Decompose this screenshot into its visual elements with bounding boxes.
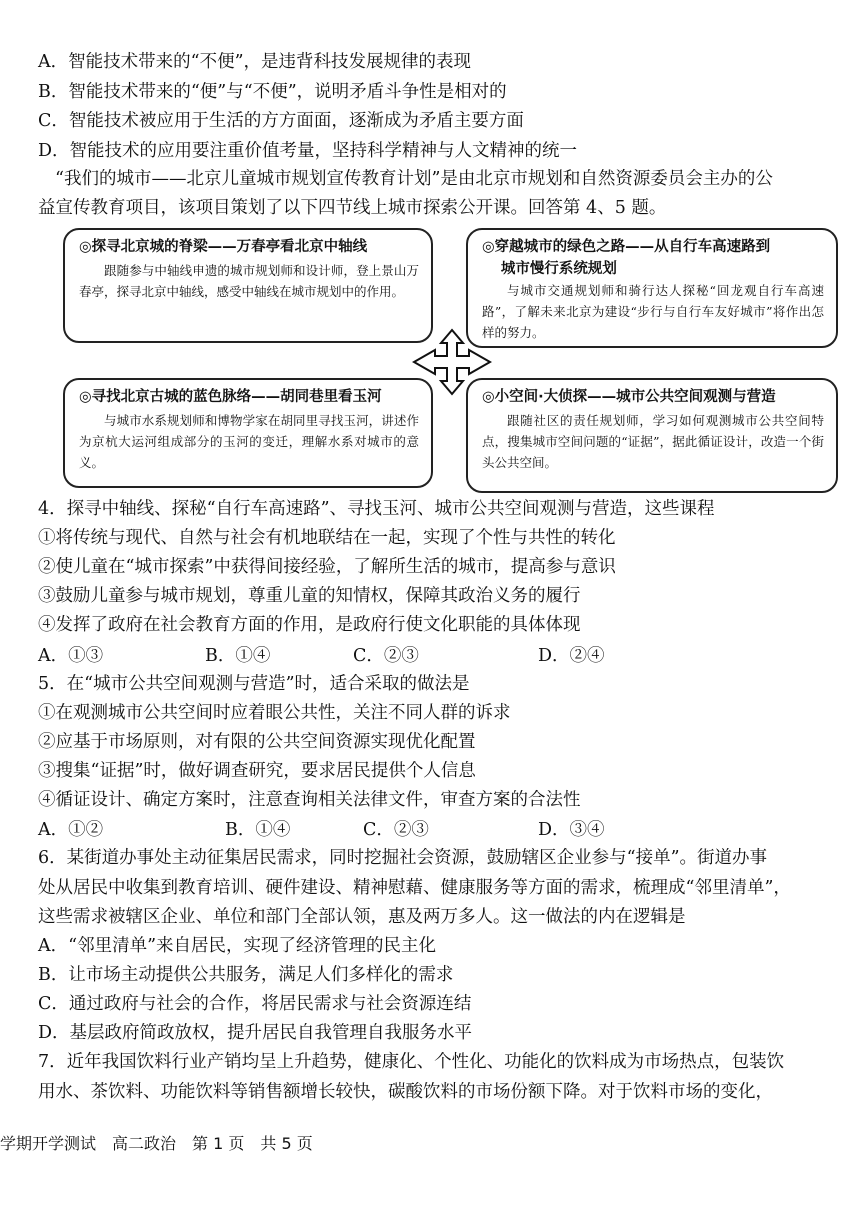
q5-item-1: ①在观测城市公共空间时应着眼公共性，关注不同人群的诉求 bbox=[38, 703, 511, 723]
q5-item-3: ③搜集“证据”时，做好调查研究，要求居民提供个人信息 bbox=[38, 761, 476, 781]
course-box-title-cont: 城市慢行系统规划 bbox=[500, 261, 617, 277]
course-box-title: ◎探寻北京城的脊梁——万春亭看北京中轴线 bbox=[79, 239, 368, 255]
course-box-body: 跟随社区的责任规划师，学习如何观测城市公共空间特点，搜集城市空间问题的“证据”，据此循证设计，改造一个街头公共空间。 bbox=[482, 413, 824, 470]
q6-option-a: A．“邻里清单”来自居民，实现了经济管理的民主化 bbox=[38, 936, 437, 956]
q4-option-c: C．②③ bbox=[353, 646, 419, 666]
course-box-body: 跟随参与中轴线申遗的城市规划师和设计师，登上景山万春亭，探寻北京中轴线，感受中轴线在城市规划中的作用。 bbox=[79, 263, 419, 299]
q6-option-b: B．让市场主动提供公共服务，满足人们多样化的需求 bbox=[38, 965, 454, 985]
course-box-title: ◎小空间·大侦探——城市公共空间观测与营造 bbox=[482, 389, 776, 405]
q4-item-2: ②使儿童在“城市探索”中获得间接经验，了解所生活的城市，提高参与意识 bbox=[38, 557, 616, 577]
q5-option-b: B．①④ bbox=[225, 820, 291, 840]
q4-item-4: ④发挥了政府在社会教育方面的作用，是政府行使文化职能的具体体现 bbox=[38, 615, 581, 635]
page-footer: 学期开学测试 高二政治 第 1 页 共 5 页 bbox=[0, 1134, 313, 1153]
course-box-public-space bbox=[466, 378, 838, 493]
four-way-arrow-icon bbox=[412, 328, 492, 396]
q6-stem-line-1: 6．某街道办事处主动征集居民需求，同时挖掘社会资源，鼓励辖区企业参与“接单”。街道办事 bbox=[38, 848, 768, 868]
course-box-axis bbox=[63, 228, 433, 343]
q4-stem: 4．探寻中轴线、探秘“自行车高速路”、寻找玉河、城市公共空间观测与营造，这些课程 bbox=[38, 499, 715, 519]
q3-option-b: B．智能技术带来的“便”与“不便”，说明矛盾斗争性是相对的 bbox=[38, 82, 507, 102]
intro-line-1: “我们的城市——北京儿童城市规划宣传教育计划”是由北京市规划和自然资源委员会主办的公 bbox=[55, 169, 773, 189]
q5-stem: 5．在“城市公共空间观测与营造”时，适合采取的做法是 bbox=[38, 674, 470, 694]
q4-option-a: A．①③ bbox=[38, 646, 104, 666]
course-box-body: 与城市交通规划师和骑行达人探秘“回龙观自行车高速路”，了解未来北京为建设“步行与自行车友好城市”将作出怎样的努力。 bbox=[482, 283, 824, 340]
q3-option-d: D．智能技术的应用要注重价值考量，坚持科学精神与人文精神的统一 bbox=[38, 141, 578, 161]
q5-option-d: D．③④ bbox=[538, 820, 605, 840]
q5-item-4: ④循证设计、确定方案时，注意查询相关法律文件，审查方案的合法性 bbox=[38, 790, 581, 810]
q7-stem-line-1: 7．近年我国饮料行业产销均呈上升趋势，健康化、个性化、功能化的饮料成为市场热点，包装饮 bbox=[38, 1052, 785, 1072]
q3-option-a: A．智能技术带来的“不便”，是违背科技发展规律的表现 bbox=[38, 52, 472, 72]
q4-option-d: D．②④ bbox=[538, 646, 605, 666]
q5-option-c: C．②③ bbox=[363, 820, 429, 840]
course-box-title: ◎寻找北京古城的蓝色脉络——胡同巷里看玉河 bbox=[79, 389, 382, 405]
q5-option-a: A．①② bbox=[38, 820, 104, 840]
q4-item-3: ③鼓励儿童参与城市规划，尊重儿童的知情权，保障其政治义务的履行 bbox=[38, 586, 581, 606]
course-box-body: 与城市水系规划师和博物学家在胡同里寻找玉河，讲述作为京杭大运河组成部分的玉河的变迁，理解水系对城市的意义。 bbox=[79, 413, 419, 470]
q7-stem-line-2: 用水、茶饮料、功能饮料等销售额增长较快，碳酸饮料的市场份额下降。对于饮料市场的变化， bbox=[38, 1082, 773, 1102]
course-box-bicycle bbox=[466, 228, 838, 348]
q4-option-b: B．①④ bbox=[205, 646, 271, 666]
q5-item-2: ②应基于市场原则，对有限的公共空间资源实现优化配置 bbox=[38, 732, 476, 752]
q4-item-1: ①将传统与现代、自然与社会有机地联结在一起，实现了个性与共性的转化 bbox=[38, 528, 616, 548]
q6-option-c: C．通过政府与社会的合作，将居民需求与社会资源连结 bbox=[38, 994, 472, 1014]
course-box-yuhe bbox=[63, 378, 433, 488]
q3-option-c: C．智能技术被应用于生活的方方面面，逐渐成为矛盾主要方面 bbox=[38, 111, 524, 131]
course-box-title: ◎穿越城市的绿色之路——从自行车高速路到 bbox=[482, 239, 771, 255]
q6-option-d: D．基层政府简政放权，提升居民自我管理自我服务水平 bbox=[38, 1023, 473, 1043]
intro-line-2: 益宣传教育项目，该项目策划了以下四节线上城市探索公开课。回答第 4、5 题。 bbox=[38, 198, 667, 218]
q6-stem-line-3: 这些需求被辖区企业、单位和部门全部认领，惠及两万多人。这一做法的内在逻辑是 bbox=[38, 907, 686, 927]
q6-stem-line-2: 处从居民中收集到教育培训、硬件建设、精神慰藉、健康服务等方面的需求，梳理成“邻里清单”， bbox=[38, 878, 791, 898]
